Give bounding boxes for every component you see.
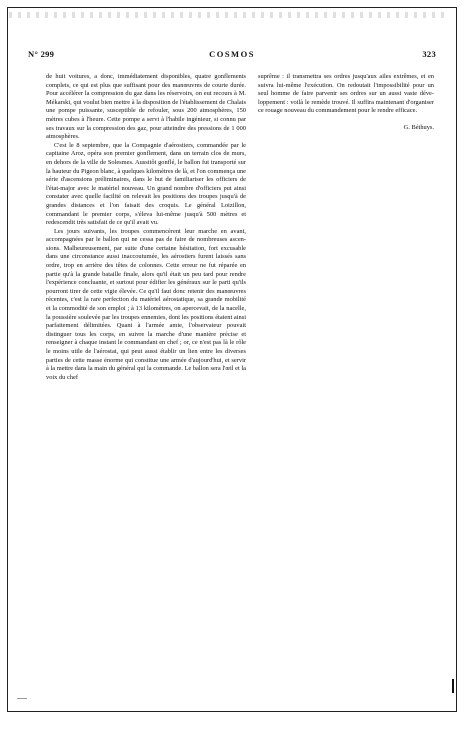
- journal-title: COSMOS: [209, 49, 255, 59]
- page-header: [28, 49, 436, 63]
- left-column: [46, 73, 246, 703]
- scan-corner-mark: [452, 679, 454, 693]
- author-signature: G. Béthuys.: [403, 123, 434, 131]
- scan-speck: [17, 698, 27, 699]
- scan-edge-artifact: [9, 12, 449, 18]
- paragraph: Les jours suivants, les troupes commencèrent leur marche en avant, accompagnées par le ballon qui ne cessa pas de faire de nombreuses ascensions. Malheureusement, par suite d'une certaine hésitation, fort excusable dans une circonstance aussi inaccoutumée, les aérostiers furent laissés sans ordre, trop en arrière des têtes de colonnes. Cette erreur ne fut réparée en partie qu'à la grande bataille finale, alors qu'il était un peu tard pour rendre l'expérience concluante, et surtout pour édifier les généraux sur le parti qu'ils pourront tirer de cette vigie élevée. Ce qu'il faut donc retenir des manœuvres récentes, c'est la rare perfection du matériel aérostatique, sa grande mobilité et la commodité de son emploi ; à 13 kilomètres, on apercevait, de la nacelle, la poussière soulevée par les troupes ennemies, dont les positions étaient ainsi parfaitement délimitées. Quant à l'armée amie, l'observateur pouvait distinguer tous les corps, en suivre la marche d'une manière précise et renseigner à chaque instant le commandant en chef ; or, ce n'est pas là le rôle le moins utile de l'aérostat, qui peut aussi établir un lien entre les diverses parties de cette masse énorme qui constitue une armée d'aujourd'hui, et servir à la mettre dans la main du général qui la commande. Le ballon sera l'œil et la voix du chef: [46, 227, 246, 381]
- page-number: 323: [422, 49, 436, 59]
- paragraph: de huit voitures, a donc, immédiatement disponibles, quatre gonflements complets, ce qui est plus que suffisant pour des manœuvres de courte durée. Pour accélérer la compression du gaz dans les réservoirs, on eut recours à M. Mékarski, qui voulut bien mettre à la disposition de l'établissement de Chalais une pompe puissante, susceptible de refouler, sous 200 atmosphères, 150 mètres cubes à l'heure. Cette pompe a servi à l'habile ingénieur, si connu par ses travaux sur la compression des gaz, pour atteindre des pressions de 1 000 atmosphères.: [46, 73, 246, 141]
- issue-number: N° 299: [28, 49, 55, 59]
- document-page: [7, 7, 457, 712]
- paragraph: suprême : il transmettra ses ordres jusqu'aux ailes extrêmes, et en suivra lui-même l'exécution. On redoutait l'impossibilité pour un seul homme de faire parvenir ses ordres sur un aussi vaste développement : voilà le remède trouvé. Il suffira maintenant d'organiser ce rouage nouveau du commandement pour le rendre efficace.: [258, 73, 434, 115]
- right-column: [258, 73, 434, 133]
- paragraph: C'est le 8 septembre, que la Compagnie d'aérostiers, commandée par le capitaine Aroz, opéra son premier gonflement, dans un terrain clos de murs, en dehors de la ville de Solesmes. Aussitôt gonflé, le ballon fut transporté sur la hauteur du Pigeon blanc, à quelques kilomètres de là, et l'on commença une série d'ascensions préliminaires, dans le but de familiariser les officiers de l'état-major avec le matériel nouveau. Un grand nombre d'officiers put ainsi constater avec quelle facilité on relevait les positions des troupes jusqu'à de grandes distances et l'on faisait des croquis. Le général Loizillon, commandant le premier corps, s'éleva lui-même jusqu'à 500 mètres et redescendit très satisfait de ce qu'il avait vu.: [46, 141, 246, 227]
